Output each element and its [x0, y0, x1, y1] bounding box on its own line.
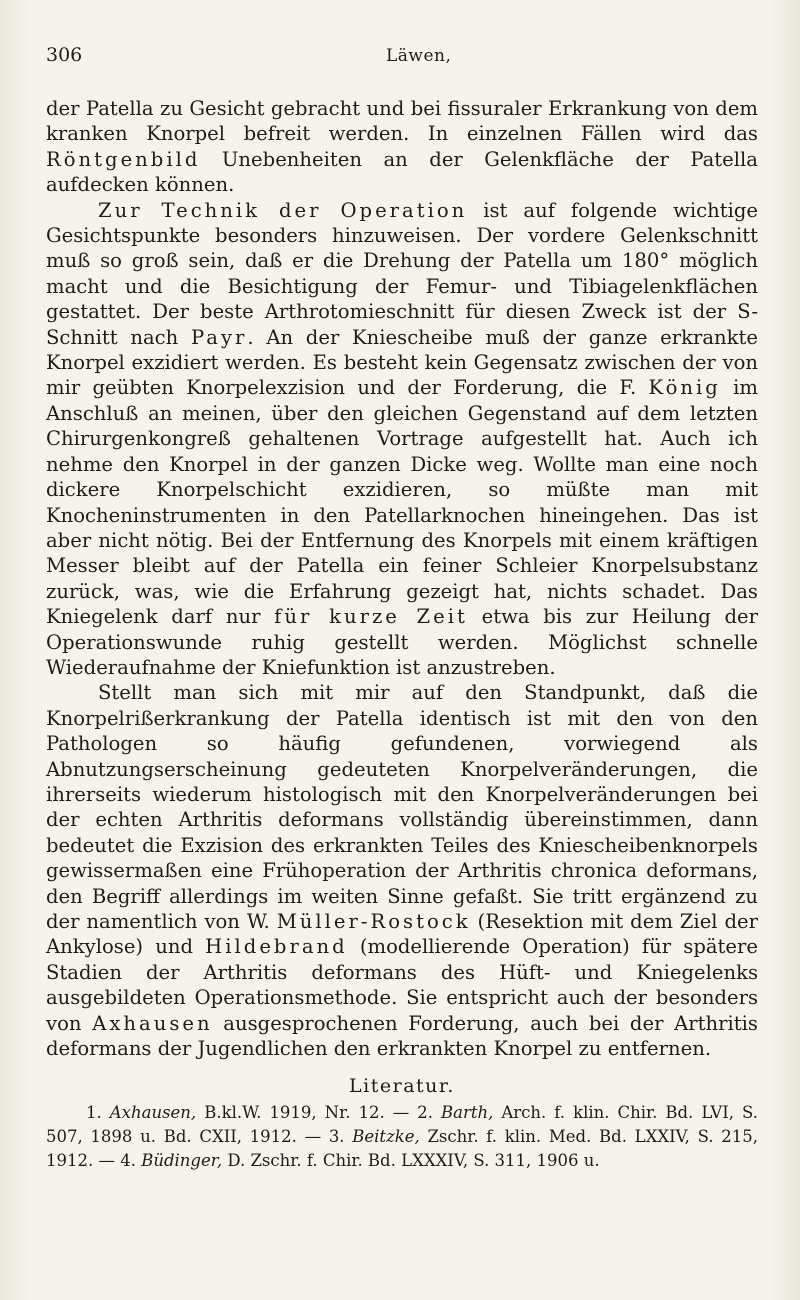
text-run: (Resektion mit dem Ziel der Ankylose) und [46, 910, 758, 959]
reference-author: Büdinger, [141, 1151, 223, 1171]
paragraph [46, 198, 758, 681]
page-number: 306 [46, 44, 83, 66]
reference-author: Axhausen, [109, 1103, 197, 1123]
emphasized-text: Hildebrand [205, 935, 348, 959]
emphasized-text: König [648, 376, 721, 400]
reference-text: Zschr. f. klin. Med. Bd. LXXIV, S. 215, 1912. — 4. [46, 1127, 759, 1171]
text-run: . An der Kniescheibe muß der ganze erkrankte Knorpel exzidiert werden. Es besteht kein Gegensatz zwischen der von mir geübten Knorpelexzision und der Forderung, die F. [46, 325, 759, 400]
reference-text: D. Zschr. f. Chir. Bd. LXXXIV, S. 311, 1906 u. [222, 1151, 600, 1171]
emphasized-text: Payr [190, 325, 248, 349]
literature-heading: Literatur. [349, 1075, 455, 1098]
text-run: Stellt man sich mit mir auf den Standpunkt, daß die Knorpelrißerkrankung der Patella identisch ist mit den von den Pathologen so häufig gefundenen, vorwiegend als Abnutzungserscheinung gedeuteten Knorpelveränderungen, die ihrerseits wiederum histologisch mit den Knorpelveränderungen bei der echten Arthritis deformans vollständig übereinstimmen, dann bedeutet die Exzision des erkrankten Teiles des Kniescheibenknorpels gewissermaßen eine Frühoperation der Arthritis chronica deformans, den Begriff allerdings im weiten Sinne gefaßt. Sie tritt ergänzend zu der namentlich von W. [46, 681, 758, 933]
literature-references [46, 1101, 758, 1173]
paragraph [46, 680, 758, 1061]
reference-author: Beitzke, [352, 1127, 420, 1147]
reference-text: Arch. f. klin. Chir. Bd. LVI, S. 507, 1898 u. Bd. CXII, 1912. — 3. [46, 1103, 758, 1147]
emphasized-text: Axhausen [92, 1011, 213, 1035]
emphasized-text: für kurze Zeit [274, 605, 468, 629]
emphasized-text: Röntgenbild [46, 147, 201, 171]
body-text [46, 96, 758, 1173]
text-run: der Patella zu Gesicht gebracht und bei fissuraler Erkrankung von dem kranken Knorpel befreit werden. In einzelnen Fällen wird das [46, 97, 758, 146]
text-run: (modellierende Operation) für spätere Stadien der Arthritis deformans des Hüft- und Kniegelenks ausgebildeten Operationsmethode. Sie entspricht auch der besonders von [46, 935, 758, 1035]
text-run: etwa bis zur Heilung der Operationswunde ruhig gestellt werden. Möglichst schnelle Wiederaufnahme der Kniefunktion ist anzustreben. [46, 605, 758, 679]
reference-author: Barth, [440, 1103, 494, 1123]
emphasized-text: Müller-Rostock [276, 910, 471, 933]
text-run: Unebenheiten an der Gelenkfläche der Patella aufdecken können. [46, 147, 758, 197]
text-run: ausgesprochenen Forderung, auch bei der Arthritis deformans der Jugendlichen den erkrankten Knorpel zu entfernen. [46, 1011, 758, 1061]
running-head [46, 44, 760, 74]
paragraph [46, 96, 758, 198]
text-run: im Anschluß an meinen, über den gleichen Gegenstand auf dem letzten Chirurgenkongreß gehaltenen Vortrage aufgestellt hat. Auch ich nehme den Knorpel in der ganzen Dicke weg. Wollte man eine noch dickere Knorpelschicht exzidieren, so müßte man mit Knocheninstrumenten in den Patellarknochen hineingehen. Das ist aber nicht nötig. Bei der Entfernung des Knorpels mit einem kräftigen Messer bleibt auf der Patella ein feiner Schleier Knorpelsubstanz zurück, was, wie die Erfahrung gezeigt hat, nichts schadet. Das Kniegelenk darf nur [46, 376, 758, 629]
reference-text: 1. [86, 1103, 110, 1123]
emphasized-text: Zur Technik der Operation [98, 198, 468, 222]
paragraphs [46, 96, 758, 1061]
running-title: Läwen, [386, 46, 452, 66]
reference-text: B.kl.W. 1919, Nr. 12. — 2. [196, 1103, 441, 1123]
text-run: ist auf folgende wichtige Gesichtspunkte besonders hinzuweisen. Der vordere Gelenkschnitt muß so groß sein, daß er die Drehung der Patella um 180° möglich macht und die Besichtigung der Femur- und Tibiagelenkflächen gestattet. Der beste Arthrotomieschnitt für diesen Zweck ist der S-Schnitt nach [46, 198, 758, 349]
